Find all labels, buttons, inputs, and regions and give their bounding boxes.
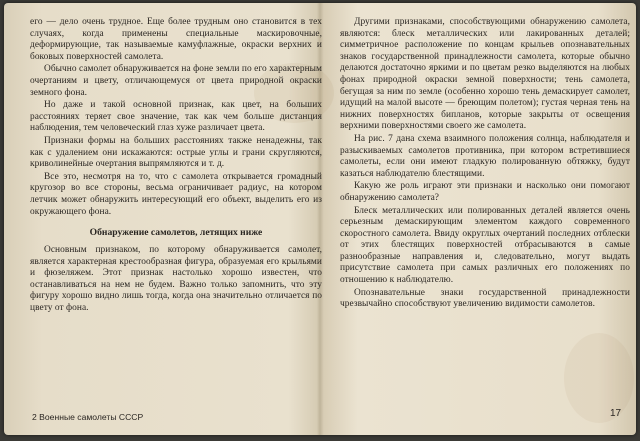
right-paragraph-3: Какую же роль играют эти признаки и насколько они помогают обнаружению самолета? [340, 181, 630, 203]
left-page [30, 17, 322, 315]
paper-stain [564, 333, 634, 423]
right-paragraph-4: Блеск металлических или полированных деталей является очень серьезным демаскирующим элементом каждого современного скоростного самолета. Ввиду округлых очертаний последних отблески от этих блестящих поверхностей отбрасываются в самые разнообразные направления и, следовательно, могут выдать присутствие самолета при самых различных его положениях по отношению к наблюдателю. [340, 205, 630, 286]
page-number: 17 [610, 408, 622, 419]
right-paragraph-1: Другими признаками, способствующими обнаружению самолета, являются: блеск металлических или лакированных деталей; симметричное расположение по концам крыльев опознавательных знаков государственной принадлежности самолета, которые обычно делаются достаточно яркими и по цветам резко выделяются на любых фонах природной окраски земной поверхности; тень самолета, бегущая за ним по земле (особенно хорошо тень демаскирует самолет, идущий на малой высоте — бреющим полетом); густая черная тень на нижних поверхностях бипланов, которые закрыты от освещения верхними поверхностями своего же самолета. [340, 17, 630, 132]
right-paragraph-5: Опознавательные знаки государственной принадлежности чрезвычайно способствуют увеличению видимости самолетов. [340, 287, 630, 310]
book-spread [4, 3, 636, 435]
left-paragraph-4: Признаки формы на больших расстояниях также ненадежны, так как с удалением они искажаются: острые углы и грани скругляются, криволинейные очертания выпрямляются и т. д. [30, 135, 322, 170]
left-paragraph-3: Но даже и такой основной признак, как цвет, на больших расстояниях теряет свое значение, так как чем больше дистанция наблюдения, тем человеческий глаз хуже различает цвета. [30, 100, 322, 134]
left-paragraph-5: Все это, несмотря на то, что с самолета открывается громадный кругозор во все стороны, весьма ограничивает радиус, на котором летчик может обнаружить интересующий его объект, выделить его из окружающего фона. [30, 171, 322, 217]
left-paragraph-6: Основным признаком, по которому обнаруживается самолет, является характерная крестообразная фигура, образуемая его крыльями и фюзеляжем. Этот признак настолько хорошо известен, что останавливаться на нем не будем. Важно только запомнить, что эту фигуру хорошо видно лишь тогда, когда она значительно отличается по цвету от фона. [30, 245, 322, 314]
left-paragraph-2: Обычно самолет обнаруживается на фоне земли по его характерным очертаниям и цвету, отличающемуся от цвета природной окраски земного фона. [30, 64, 322, 98]
right-page [340, 17, 630, 311]
left-paragraph-1: его — дело очень трудное. Еще более трудным оно становится в тех случаях, когда применены специальные маскировочные, деформирующие, так называемые камуфлажные, окраски верхних и боковых поверхностей самолета. [30, 17, 322, 62]
signature-footer: 2 Военные самолеты СССР [32, 412, 144, 422]
section-heading: Обнаружение самолетов, летящих ниже [89, 227, 263, 239]
right-paragraph-2: На рис. 7 дана схема взаимного положения солнца, наблюдателя и разыскиваемых самолетов противника, при котором встретившиеся самолеты, если они имеют гладкую полированную обтяжку, будут казаться наблюдателю блестящими. [340, 133, 630, 179]
